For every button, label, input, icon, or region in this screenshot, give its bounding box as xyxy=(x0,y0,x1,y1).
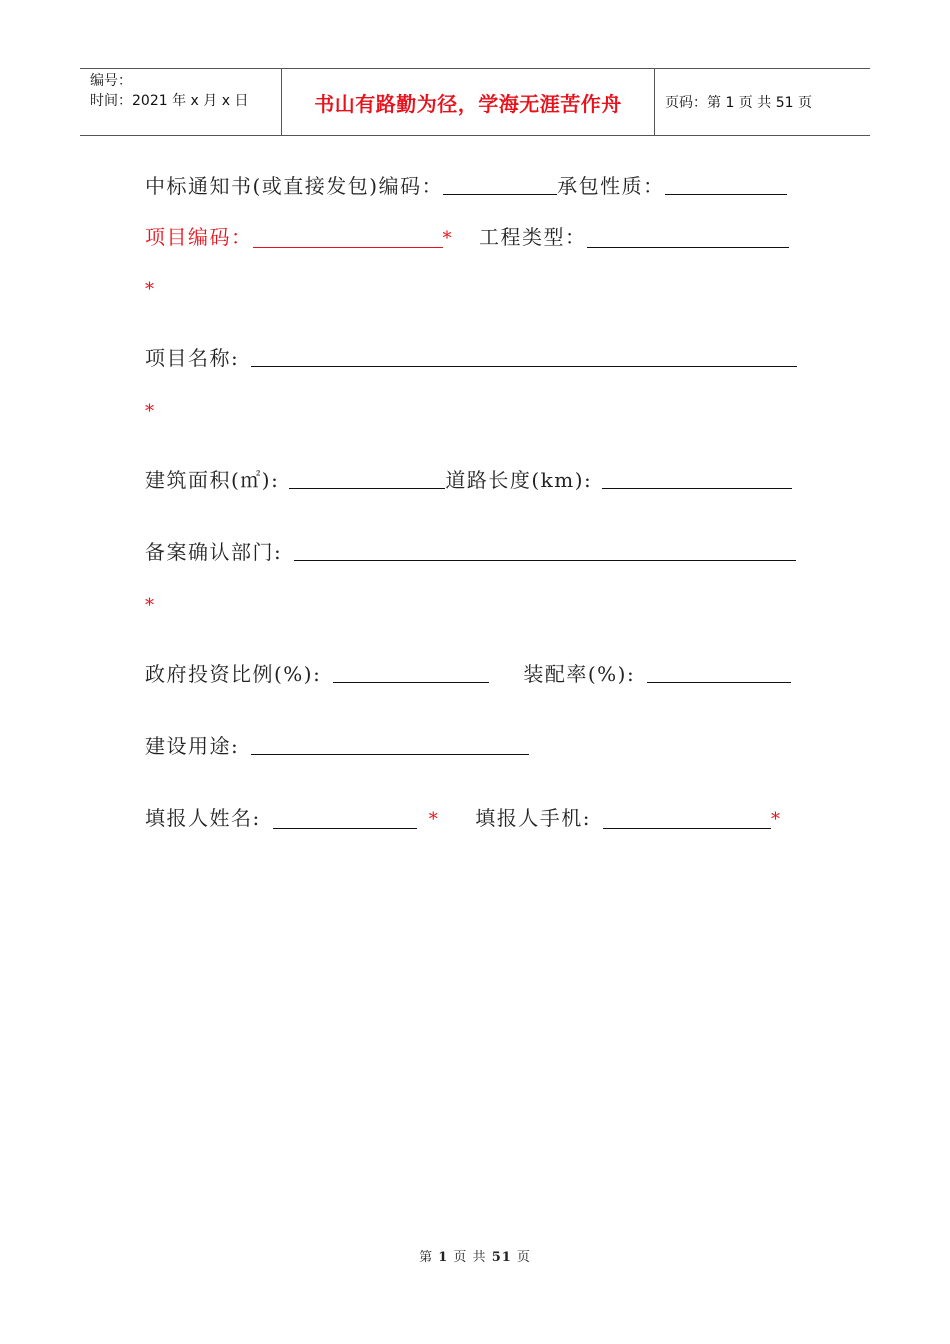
time-label: 时间：2021 年 x 月 x 日 xyxy=(90,93,249,109)
required-mark: * xyxy=(442,228,453,249)
header-meta xyxy=(80,69,282,135)
required-mark: * xyxy=(428,809,440,830)
bid-notice-field[interactable] xyxy=(443,174,557,195)
footer-suffix: 页 xyxy=(516,1250,531,1265)
gov-invest-field[interactable] xyxy=(333,662,489,683)
reporter-phone-label: 填报人手机: xyxy=(475,806,591,830)
row-bid-notice xyxy=(145,174,787,198)
assembly-rate-label: 装配率(%): xyxy=(523,662,636,686)
row-reporter xyxy=(145,806,782,832)
required-mark: * xyxy=(145,279,156,300)
required-mark: * xyxy=(771,809,782,830)
reporter-name-field[interactable] xyxy=(273,808,417,829)
record-dept-field[interactable] xyxy=(294,540,796,561)
project-code-label: 项目编码： xyxy=(145,225,253,249)
header-page-info: 页码：第 1 页 共 51 页 xyxy=(665,95,812,111)
reporter-phone-field[interactable] xyxy=(603,808,771,829)
footer-middle: 页 共 xyxy=(453,1250,487,1265)
contract-nature-label: 承包性质： xyxy=(557,174,665,198)
reporter-name-label: 填报人姓名: xyxy=(145,806,261,830)
header-motto: 书山有路勤为径，学海无涯苦作舟 xyxy=(282,69,655,135)
building-area-field[interactable] xyxy=(289,468,445,489)
row-project-name xyxy=(145,346,797,370)
footer-prefix: 第 xyxy=(419,1250,434,1265)
record-dept-label: 备案确认部门: xyxy=(145,540,283,564)
required-mark: * xyxy=(145,595,156,616)
bid-notice-label: 中标通知书(或直接发包)编码： xyxy=(145,174,444,198)
row-star-2 xyxy=(145,398,156,424)
row-area-length xyxy=(145,468,792,492)
header-table xyxy=(80,68,870,136)
construction-use-field[interactable] xyxy=(251,734,529,755)
row-star-3 xyxy=(145,592,156,618)
assembly-rate-field[interactable] xyxy=(647,662,791,683)
project-name-field[interactable] xyxy=(251,346,797,367)
footer-total-pages: 51 xyxy=(491,1250,512,1265)
row-project-code xyxy=(145,225,789,251)
engineering-type-label: 工程类型： xyxy=(479,225,587,249)
gov-invest-label: 政府投资比例(%): xyxy=(145,662,322,686)
engineering-type-field[interactable] xyxy=(587,227,789,248)
road-length-field[interactable] xyxy=(602,468,792,489)
contract-nature-field[interactable] xyxy=(665,174,787,195)
row-star-1 xyxy=(145,276,156,302)
row-invest-assembly xyxy=(145,662,791,686)
footer-page-number: 1 xyxy=(438,1250,449,1265)
row-record-dept xyxy=(145,540,796,564)
project-code-field[interactable] xyxy=(253,227,443,248)
project-name-label: 项目名称: xyxy=(145,346,240,370)
row-construction-use xyxy=(145,734,529,758)
road-length-label: 道路长度(km): xyxy=(445,468,593,492)
number-label: 编号： xyxy=(90,73,132,89)
required-mark: * xyxy=(145,401,156,422)
building-area-label: 建筑面积(㎡): xyxy=(145,468,280,492)
page-footer xyxy=(0,1246,950,1265)
construction-use-label: 建设用途: xyxy=(145,734,240,758)
